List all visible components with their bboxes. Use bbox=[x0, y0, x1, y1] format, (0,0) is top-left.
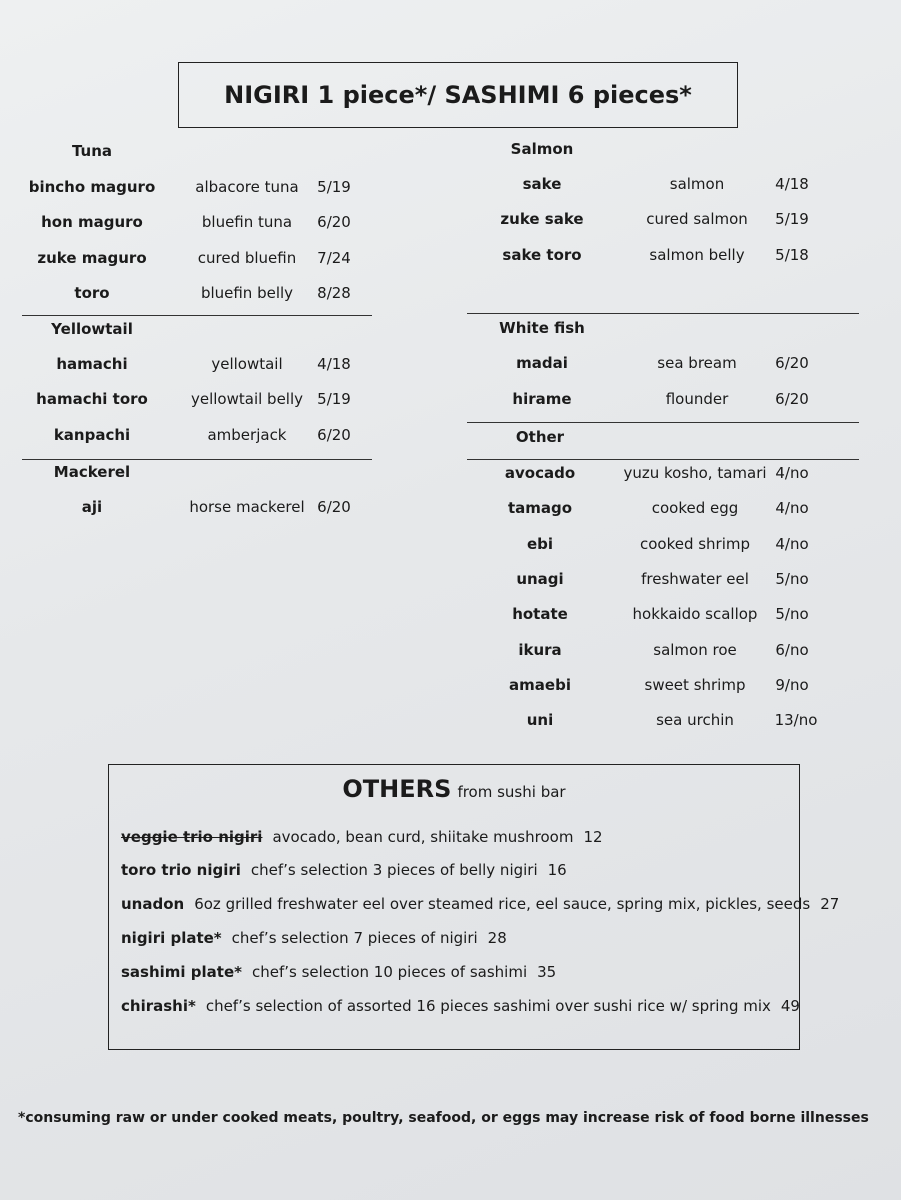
section-divider bbox=[22, 315, 372, 316]
item-name: zuke maguro bbox=[37, 249, 147, 267]
item-price: 4/no bbox=[775, 464, 809, 482]
others-item bbox=[121, 960, 556, 984]
item-name: avocado bbox=[504, 464, 576, 482]
item-description: cured salmon bbox=[646, 210, 748, 228]
item-name: ebi bbox=[526, 535, 554, 553]
item-description: cooked egg bbox=[651, 499, 739, 517]
item-price: 7/24 bbox=[317, 249, 351, 267]
others-item-price: 16 bbox=[547, 861, 567, 879]
item-description: freshwater eel bbox=[641, 570, 749, 588]
item-name: hon maguro bbox=[41, 213, 143, 231]
item-price: 6/20 bbox=[317, 498, 351, 516]
item-price: 4/18 bbox=[317, 355, 351, 373]
item-description: sea urchin bbox=[656, 711, 734, 729]
item-price: 4/no bbox=[775, 499, 809, 517]
item-description: salmon roe bbox=[653, 641, 737, 659]
others-item bbox=[121, 994, 800, 1018]
others-title: OTHERS bbox=[342, 775, 452, 803]
item-description: cured bluefin bbox=[197, 249, 297, 267]
item-price: 8/28 bbox=[317, 284, 351, 302]
others-item-name: unadon bbox=[121, 895, 185, 913]
item-name: bincho maguro bbox=[28, 178, 156, 196]
others-item-price: 49 bbox=[780, 997, 800, 1015]
others-item-description: 6oz grilled freshwater eel over steamed rice, eel sauce, spring mix, pickles, seeds bbox=[194, 895, 811, 913]
item-description: salmon bbox=[669, 175, 725, 193]
item-price: 5/18 bbox=[775, 246, 809, 264]
item-name: aji bbox=[81, 498, 103, 516]
menu-title: NIGIRI 1 piece*/ SASHIMI 6 pieces* bbox=[178, 62, 738, 128]
others-item-price: 27 bbox=[820, 895, 840, 913]
item-name: hamachi bbox=[56, 355, 128, 373]
item-description: yellowtail bbox=[211, 355, 283, 373]
item-price: 4/no bbox=[775, 535, 809, 553]
item-price: 13/no bbox=[774, 711, 818, 729]
item-name: hamachi toro bbox=[36, 390, 148, 408]
item-name: hirame bbox=[512, 390, 572, 408]
others-subtitle: from sushi bar bbox=[457, 783, 566, 801]
item-description: flounder bbox=[665, 390, 729, 408]
others-section bbox=[108, 764, 840, 1050]
others-item-name: toro trio nigiri bbox=[121, 861, 241, 879]
others-heading bbox=[109, 775, 799, 803]
item-price: 6/20 bbox=[317, 213, 351, 231]
item-name: uni bbox=[526, 711, 554, 729]
item-description: albacore tuna bbox=[195, 178, 299, 196]
section-heading-salmon: Salmon bbox=[510, 140, 574, 158]
section-heading-mackerel: Mackerel bbox=[53, 463, 131, 481]
section-divider bbox=[467, 313, 859, 314]
item-description: sea bream bbox=[657, 354, 737, 372]
others-item-description: chef’s selection 7 pieces of nigiri bbox=[231, 929, 478, 947]
others-item bbox=[121, 926, 507, 950]
item-description: yuzu kosho, tamari bbox=[623, 464, 767, 482]
others-item-description: chef’s selection 3 pieces of belly nigiri bbox=[250, 861, 538, 879]
item-name: toro bbox=[74, 284, 110, 302]
item-description: bluefin belly bbox=[200, 284, 294, 302]
others-item-price: 12 bbox=[583, 828, 603, 846]
item-name: hotate bbox=[512, 605, 568, 623]
item-description: salmon belly bbox=[649, 246, 745, 264]
item-price: 6/20 bbox=[775, 390, 809, 408]
item-name: tamago bbox=[507, 499, 573, 517]
item-price: 5/19 bbox=[775, 210, 809, 228]
item-description: sweet shrimp bbox=[644, 676, 746, 694]
others-item-price: 28 bbox=[487, 929, 507, 947]
item-description: bluefin tuna bbox=[201, 213, 293, 231]
others-item-name: nigiri plate* bbox=[121, 929, 222, 947]
item-description: cooked shrimp bbox=[639, 535, 751, 553]
item-name: zuke sake bbox=[500, 210, 584, 228]
others-item bbox=[121, 892, 839, 916]
item-name: ikura bbox=[518, 641, 562, 659]
item-name: kanpachi bbox=[53, 426, 131, 444]
section-heading-tuna: Tuna bbox=[71, 142, 113, 160]
item-price: 5/19 bbox=[317, 390, 351, 408]
item-description: yellowtail belly bbox=[190, 390, 304, 408]
others-item-name: veggie trio nigiri bbox=[121, 828, 263, 846]
section-heading-white-fish: White fish bbox=[499, 319, 585, 337]
section-divider bbox=[467, 422, 859, 423]
item-price: 6/no bbox=[775, 641, 809, 659]
item-price: 6/20 bbox=[317, 426, 351, 444]
item-name: amaebi bbox=[509, 676, 571, 694]
others-item-name: chirashi* bbox=[121, 997, 196, 1015]
section-heading-other: Other bbox=[515, 428, 565, 446]
item-description: hokkaido scallop bbox=[632, 605, 758, 623]
section-heading-yellowtail: Yellowtail bbox=[51, 320, 133, 338]
item-price: 5/no bbox=[775, 605, 809, 623]
others-item bbox=[121, 825, 603, 849]
others-item-description: chef’s selection of assorted 16 pieces sashimi over sushi rice w/ spring mix bbox=[205, 997, 771, 1015]
item-name: unagi bbox=[516, 570, 564, 588]
item-description: horse mackerel bbox=[189, 498, 305, 516]
item-name: sake toro bbox=[502, 246, 582, 264]
others-item-description: avocado, bean curd, shiitake mushroom bbox=[272, 828, 574, 846]
item-price: 5/no bbox=[775, 570, 809, 588]
others-item-description: chef’s selection 10 pieces of sashimi bbox=[251, 963, 528, 981]
item-price: 5/19 bbox=[317, 178, 351, 196]
item-name: sake bbox=[522, 175, 562, 193]
item-description: amberjack bbox=[207, 426, 287, 444]
item-price: 6/20 bbox=[775, 354, 809, 372]
others-item-name: sashimi plate* bbox=[121, 963, 242, 981]
food-safety-footnote: *consuming raw or under cooked meats, poultry, seafood, or eggs may increase risk of food borne illnesses bbox=[18, 1110, 869, 1126]
item-price: 4/18 bbox=[775, 175, 809, 193]
section-divider bbox=[467, 459, 859, 460]
item-price: 9/no bbox=[775, 676, 809, 694]
others-item bbox=[121, 858, 567, 882]
others-item-price: 35 bbox=[537, 963, 557, 981]
item-name: madai bbox=[516, 354, 568, 372]
